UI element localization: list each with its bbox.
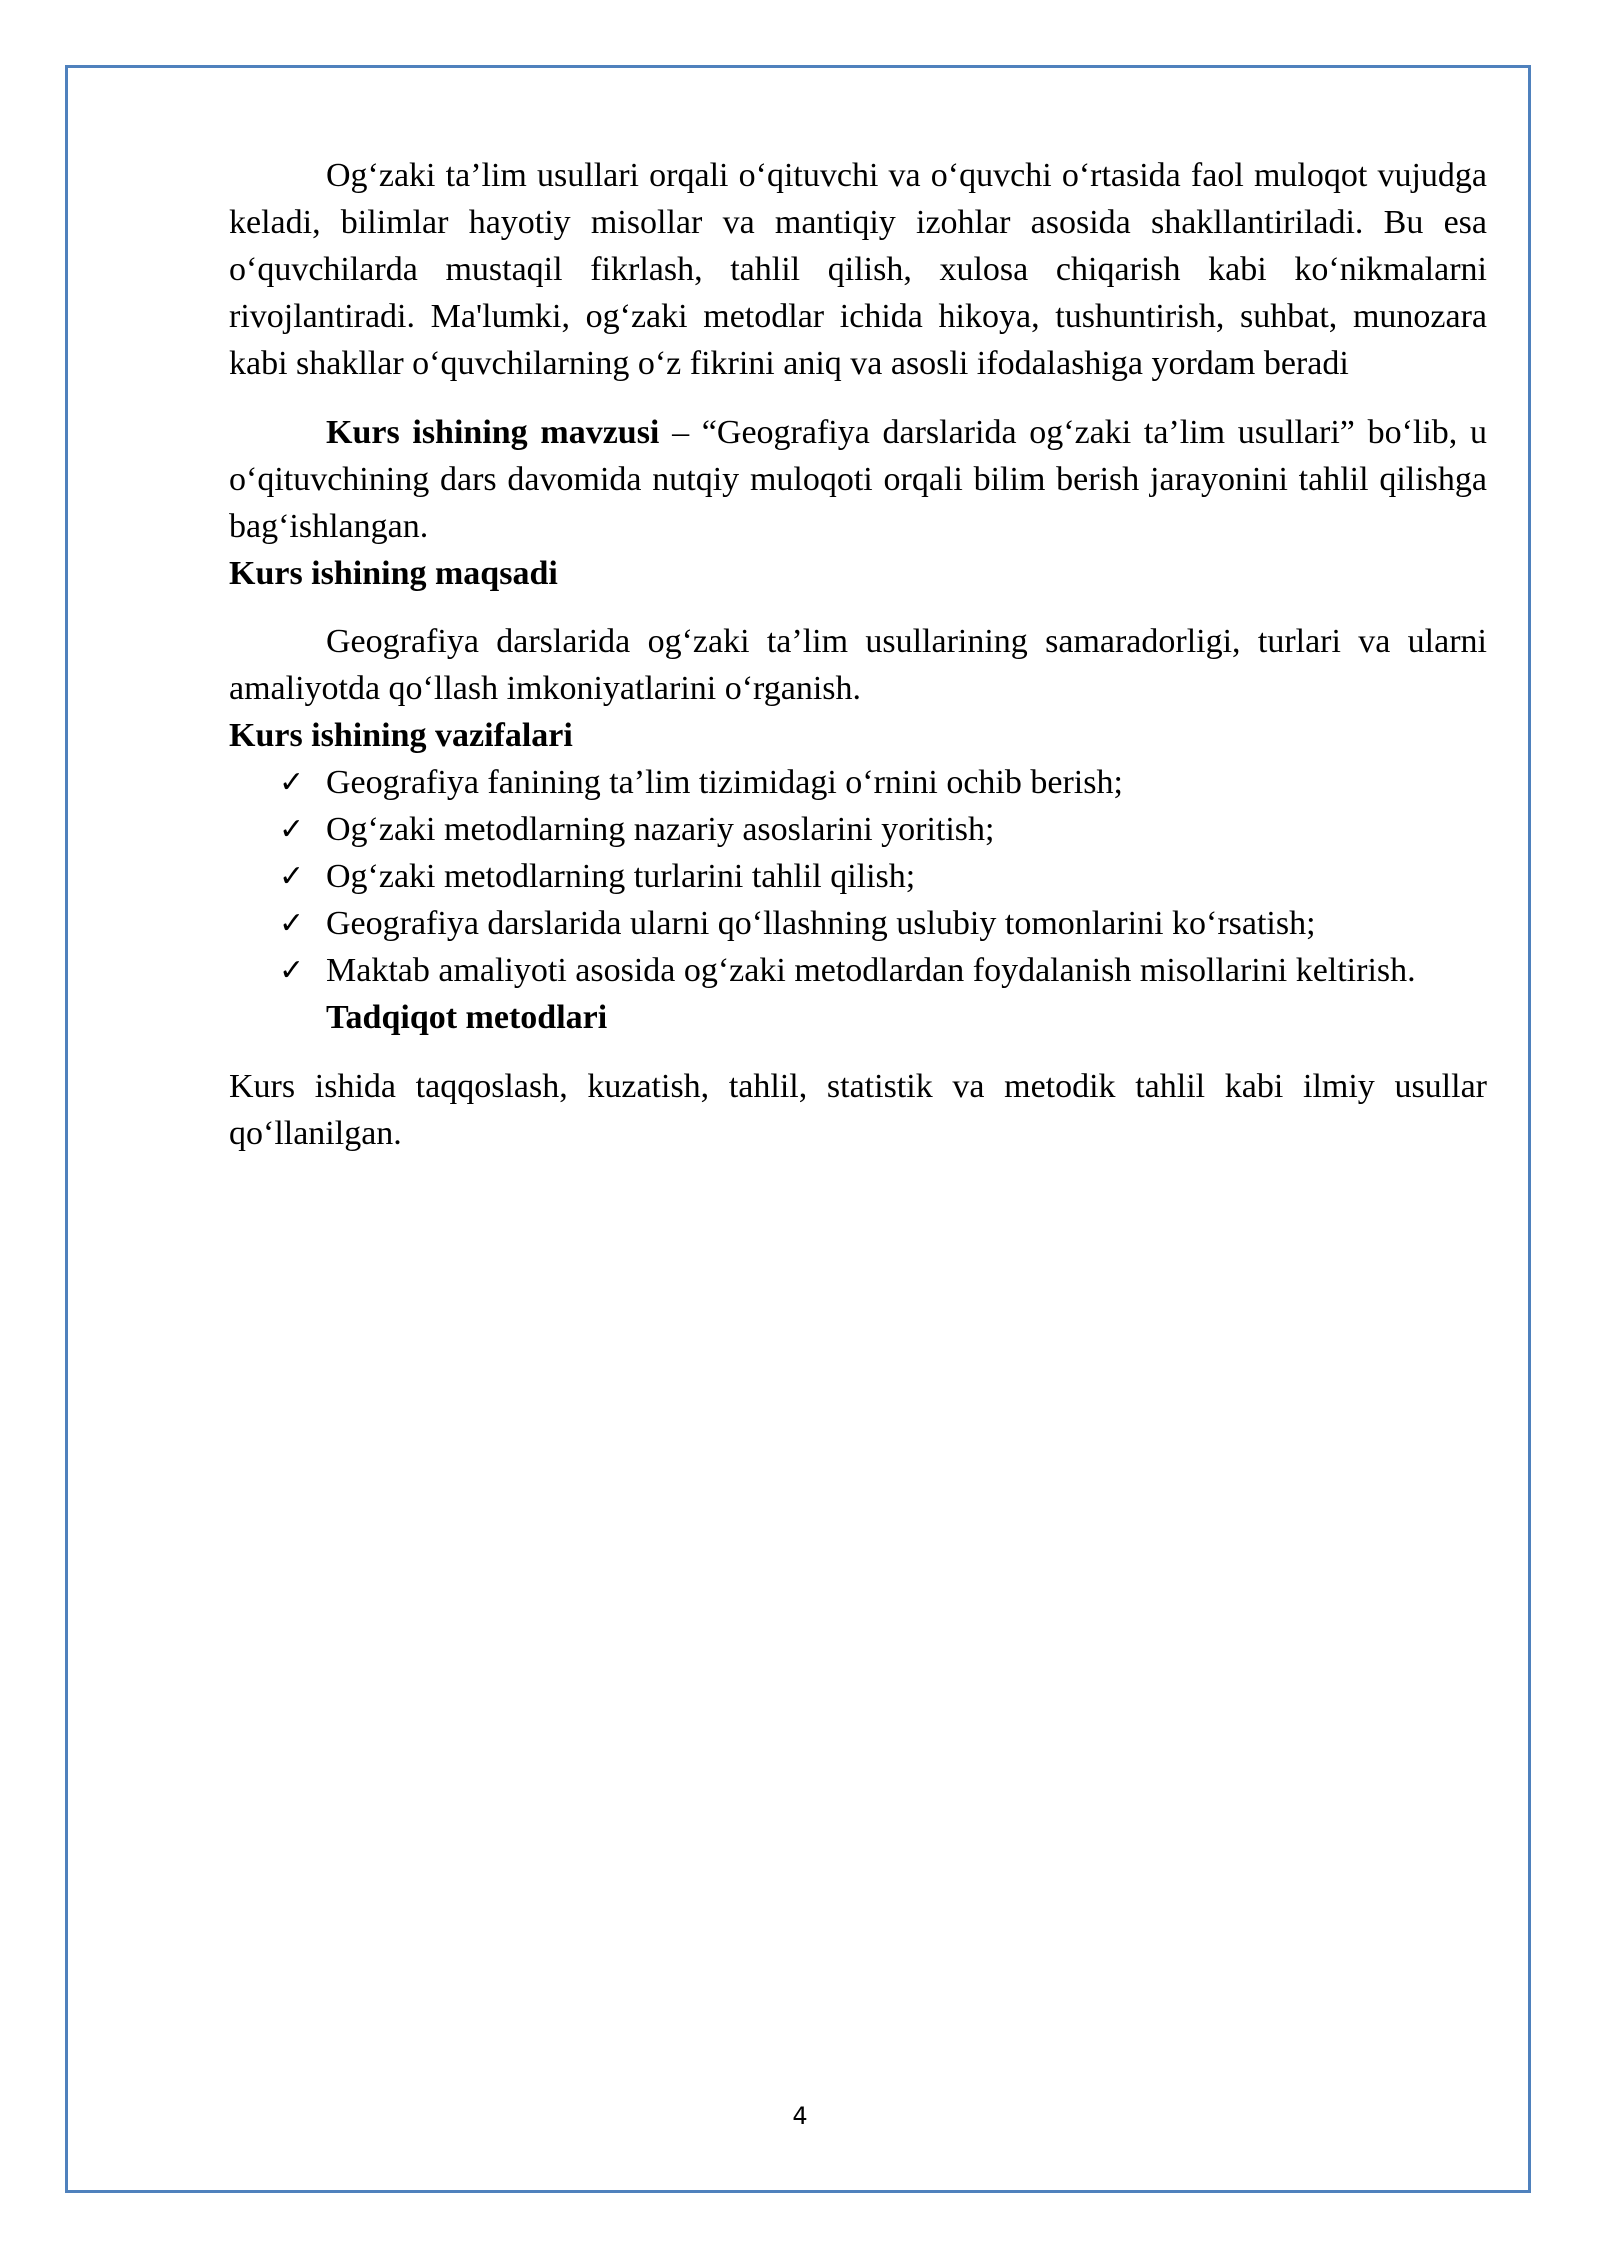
topic-text: – “Geografiya darslarida og‘zaki ta’lim usullari” bo‘lib, u o‘qituvchining dars davomida nutqiy muloqoti orqali bilim berish jarayonini tahlil qilishga bag‘ishlangan. bbox=[229, 414, 1487, 545]
task-text: Og‘zaki metodlarning nazariy asoslarini yoritish; bbox=[326, 811, 995, 848]
task-text: Geografiya darslarida ularni qo‘llashning uslubiy tomonlarini ko‘rsatish; bbox=[326, 905, 1316, 942]
task-text: Og‘zaki metodlarning turlarini tahlil qilish; bbox=[326, 858, 916, 895]
task-text: Geografiya fanining ta’lim tizimidagi o‘rnini ochib berish; bbox=[326, 764, 1123, 801]
checkmark-icon: ✓ bbox=[279, 906, 305, 941]
list-item bbox=[229, 900, 1487, 947]
intro-paragraph: Og‘zaki ta’lim usullari orqali o‘qituvchi va o‘quvchi o‘rtasida faol muloqot vujudga keladi, bilimlar hayotiy misollar va mantiqiy izohlar asosida shakllantiriladi. Bu esa o‘quvchilarda mustaqil fikrlash, tahlil qilish, xulosa chiqarish kabi ko‘nikmalarni rivojlantiradi. Ma'lumki, og‘zaki metodlar ichida hikoya, tushuntirish, suhbat, munozara kabi shakllar o‘quvchilarning o‘z fikrini aniq va asosli ifodalashiga yordam beradi bbox=[229, 157, 1487, 382]
checkmark-icon: ✓ bbox=[279, 765, 305, 800]
goal-heading: Kurs ishining maqsadi bbox=[229, 555, 558, 592]
list-item bbox=[229, 947, 1487, 994]
page-number: 4 bbox=[792, 2102, 808, 2130]
task-text: Maktab amaliyoti asosida og‘zaki metodlardan foydalanish misollarini keltirish. bbox=[326, 952, 1416, 989]
topic-paragraph bbox=[229, 409, 1487, 550]
list-item bbox=[229, 806, 1487, 853]
goal-paragraph: Geografiya darslarida og‘zaki ta’lim usullarining samaradorligi, turlari va ularni amaliyotda qo‘llash imkoniyatlarini o‘rganish. bbox=[229, 623, 1487, 707]
list-item bbox=[229, 853, 1487, 900]
list-item bbox=[229, 759, 1487, 806]
checkmark-icon: ✓ bbox=[279, 812, 305, 847]
topic-label: Kurs ishining mavzusi bbox=[326, 414, 660, 451]
tasks-list bbox=[229, 759, 1487, 994]
checkmark-icon: ✓ bbox=[279, 859, 305, 894]
checkmark-icon: ✓ bbox=[279, 953, 305, 988]
methods-heading: Tadqiqot metodlari bbox=[326, 999, 608, 1036]
tasks-heading: Kurs ishining vazifalari bbox=[229, 717, 573, 754]
document-body bbox=[229, 152, 1487, 1157]
methods-paragraph: Kurs ishida taqqoslash, kuzatish, tahlil, statistik va metodik tahlil kabi ilmiy usullar qo‘llanilgan. bbox=[229, 1068, 1487, 1152]
